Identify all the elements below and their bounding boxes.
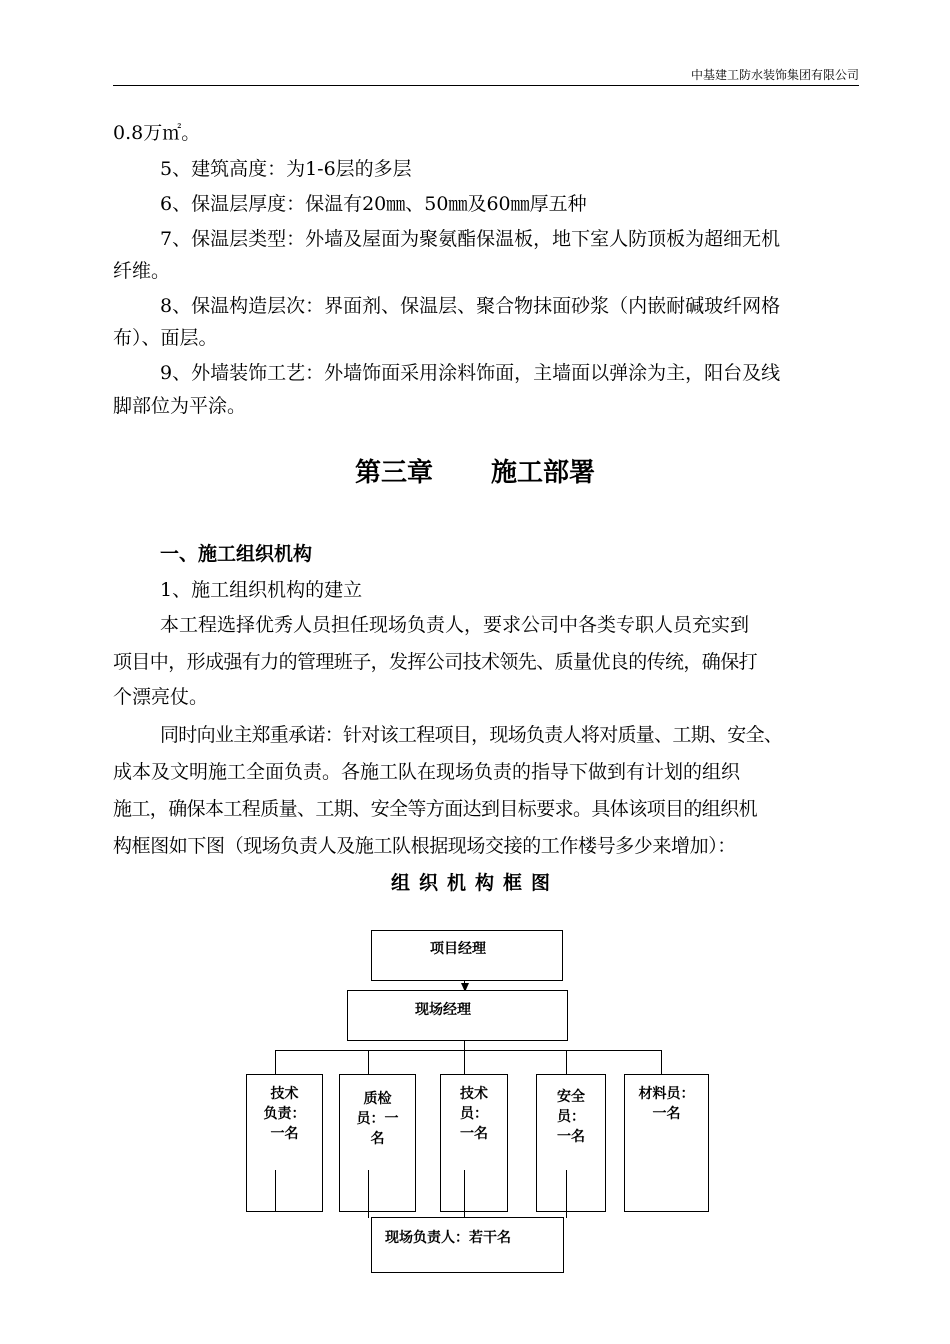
member-label: 质检 — [363, 1091, 392, 1107]
org-chart-title: 组织机构框图 — [390, 872, 559, 894]
member-label: 材料员： — [638, 1086, 695, 1102]
connector-line — [368, 1170, 369, 1218]
text-line: 个漂亮仗。 — [113, 686, 209, 708]
company-name: 中基建工防水装饰集团有限公司 — [690, 68, 859, 82]
site-leader-box — [371, 1217, 564, 1273]
text-line: 0.8万㎡。 — [113, 122, 201, 144]
section-heading: 一、施工组织机构 — [160, 543, 313, 565]
member-label: 技术 — [460, 1086, 488, 1102]
site-manager-label: 现场经理 — [415, 1002, 471, 1018]
text-line: 布）、面层。 — [113, 327, 218, 349]
member-label: 名 — [370, 1131, 385, 1147]
member-label: 员：一 — [356, 1111, 399, 1127]
member-label: 负责： — [263, 1106, 306, 1122]
site-manager-box — [347, 990, 568, 1041]
connector-line — [464, 1170, 465, 1218]
member-label: 一名 — [270, 1126, 299, 1142]
connector-line — [661, 1050, 662, 1075]
text-line: 脚部位为平涂。 — [113, 395, 247, 417]
member-label: 员： — [557, 1109, 585, 1125]
connector-line — [275, 1050, 276, 1075]
text-line: 5、建筑高度：为1-6层的多层 — [160, 158, 412, 180]
chapter-heading — [0, 452, 950, 489]
text-line: 同时向业主郑重承诺：针对该工程项目，现场负责人将对质量、工期、安全、 — [160, 724, 783, 746]
text-line: 7、保温层类型：外墙及屋面为聚氨酯保温板，地下室人防顶板为超细无机 — [160, 228, 781, 250]
member-label: 一名 — [652, 1106, 681, 1122]
connector-line — [275, 1050, 661, 1051]
org-member-box — [246, 1074, 323, 1212]
text-line: 项目中，形成强有力的管理班子，发挥公司技术领先、质量优良的传统，确保打 — [113, 651, 758, 673]
org-member-box — [624, 1074, 709, 1212]
chapter-number: 第三章 — [354, 458, 433, 488]
project-manager-box — [371, 930, 563, 981]
text-line: 本工程选择优秀人员担任现场负责人，要求公司中各类专职人员充实到 — [160, 614, 750, 636]
header-divider — [113, 85, 859, 86]
member-label: 技术 — [270, 1086, 299, 1102]
member-label: 一名 — [557, 1129, 585, 1145]
org-member-box — [440, 1074, 508, 1212]
org-member-box — [536, 1074, 606, 1212]
connector-line — [566, 1170, 567, 1218]
text-line: 成本及文明施工全面负责。各施工队在现场负责的指导下做到有计划的组织 — [113, 761, 741, 783]
site-leader-label: 现场负责人：若干名 — [385, 1230, 511, 1246]
text-line: 1、施工组织机构的建立 — [160, 579, 363, 601]
text-line: 施工，确保本工程质量、工期、安全等方面达到目标要求。具体该项目的组织机 — [113, 798, 758, 820]
text-line: 纤维。 — [113, 260, 171, 282]
org-member-box — [339, 1074, 416, 1212]
member-label: 一名 — [460, 1126, 488, 1142]
member-label: 安全 — [557, 1089, 585, 1105]
chapter-title: 施工部署 — [491, 458, 596, 488]
member-label: 员： — [460, 1106, 488, 1122]
connector-line — [275, 1170, 276, 1212]
text-line: 6、保温层厚度：保温有20㎜、50㎜及60㎜厚五种 — [160, 193, 587, 215]
text-line: 构框图如下图（现场负责人及施工队根据现场交接的工作楼号多少来增加）： — [113, 835, 736, 857]
text-line: 9、外墙装饰工艺：外墙饰面采用涂料饰面，主墙面以弹涂为主，阳台及线 — [160, 362, 781, 384]
text-line: 8、保温构造层次：界面剂、保温层、聚合物抹面砂浆（内嵌耐碱玻纤网格 — [160, 295, 781, 317]
project-manager-label: 项目经理 — [430, 941, 486, 957]
